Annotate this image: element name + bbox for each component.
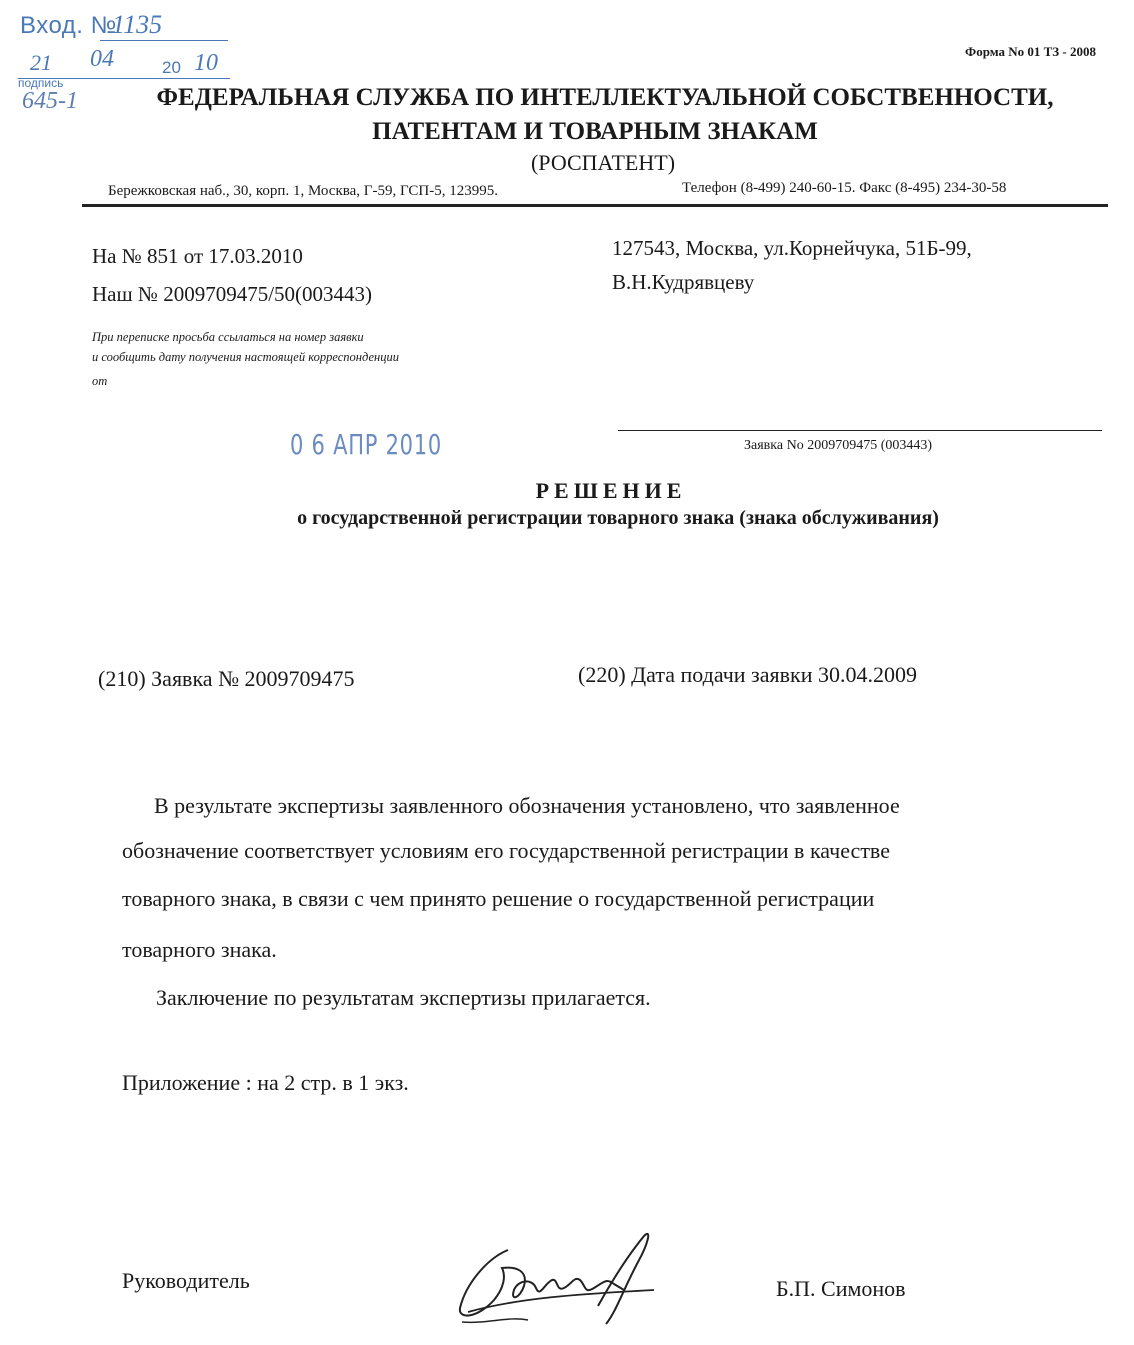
incoming-stamp-day: 21: [30, 50, 52, 75]
correspondence-note-line3: от: [92, 374, 108, 388]
incoming-stamp-rule: [100, 40, 228, 41]
our-reference: Наш № 2009709475/50(003443): [92, 282, 373, 306]
application-ref-rule: [618, 430, 1102, 431]
letterhead-divider: [82, 204, 1108, 207]
body-line-4: товарного знака.: [122, 937, 277, 962]
form-number: Форма No 01 ТЗ - 2008: [965, 44, 1096, 59]
incoming-stamp-number: 1135: [112, 10, 163, 39]
correspondence-note-line2: и сообщить дату получения настоящей корреспонденции: [92, 350, 399, 364]
application-ref: Заявка No 2009709475 (003443): [744, 438, 933, 453]
incoming-stamp-year-prefix: 20: [162, 58, 181, 77]
body-line-5: Заключение по результатам экспертизы прилагается.: [156, 985, 651, 1010]
org-short-name: (РОСПАТЕНТ): [530, 150, 676, 175]
incoming-stamp-month: 04: [90, 46, 114, 72]
body-line-2: обозначение соответствует условиям его государственной регистрации в качестве: [122, 838, 890, 863]
body-line-3: товарного знака, в связи с чем принято решение о государственной регистрации: [122, 886, 875, 911]
decision-title: РЕШЕНИЕ: [535, 478, 687, 503]
signatory-name: Б.П. Симонов: [776, 1276, 906, 1301]
filing-date-field: (220) Дата подачи заявки 30.04.2009: [578, 662, 917, 687]
recipient-address: 127543, Москва, ул.Корнейчука, 51Б-99,: [612, 236, 972, 260]
signatory-role: Руководитель: [122, 1268, 250, 1293]
recipient-name: В.Н.Кудрявцеву: [612, 270, 755, 294]
incoming-stamp-year: 10: [194, 50, 218, 76]
incoming-stamp-signature-label: подпись: [18, 76, 64, 90]
body-line-1: В результате экспертизы заявленного обозначения установлено, что заявленное: [154, 793, 900, 818]
application-number-field: (210) Заявка № 2009709475: [98, 666, 355, 691]
correspondence-note-line1: При переписке просьба ссылаться на номер заявки: [92, 330, 364, 344]
attachment-note: Приложение : на 2 стр. в 1 экз.: [122, 1070, 409, 1095]
date-stamp: 0 6 АПР 2010: [290, 428, 443, 461]
org-name-line2: ПАТЕНТАМ И ТОВАРНЫМ ЗНАКАМ: [372, 118, 818, 145]
org-name-line1: ФЕДЕРАЛЬНАЯ СЛУЖБА ПО ИНТЕЛЛЕКТУАЛЬНОЙ СОБСТВЕННОСТИ,: [156, 84, 1054, 111]
incoming-stamp-title: Вход. №: [20, 12, 117, 39]
org-contacts: Телефон (8-499) 240-60-15. Факс (8-495) 234-30-58: [682, 180, 1007, 196]
decision-subtitle: о государственной регистрации товарного знака (знака обслуживания): [297, 507, 939, 529]
your-reference: На № 851 от 17.03.2010: [92, 244, 303, 268]
org-address: Бережковская наб., 30, корп. 1, Москва, Г-59, ГСП-5, 123995.: [108, 183, 499, 199]
handwritten-signature: [448, 1228, 668, 1328]
incoming-stamp-register-mark: 645-1: [22, 88, 78, 114]
